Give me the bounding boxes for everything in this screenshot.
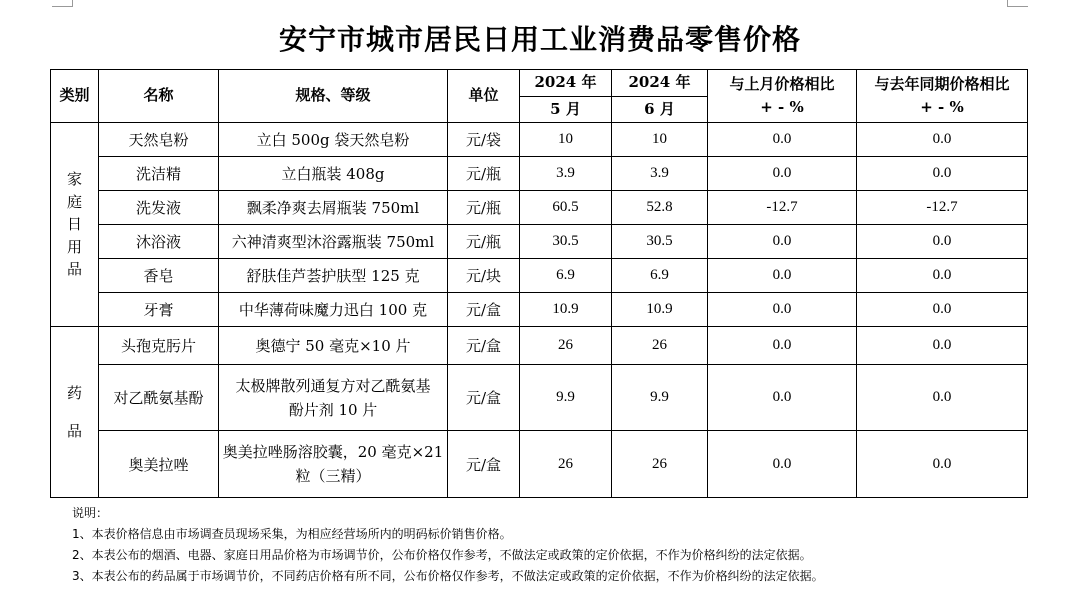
price-may: 30.5 xyxy=(520,225,612,259)
item-spec: 立白瓶装 408g xyxy=(219,157,448,191)
notes-heading: 说明： xyxy=(72,506,109,520)
item-unit: 元/盒 xyxy=(448,293,520,327)
change-mom: 0.0 xyxy=(708,293,857,327)
item-unit: 元/盒 xyxy=(448,365,520,431)
change-mom: 0.0 xyxy=(708,327,857,365)
category-household: 家 庭 日 用 品 xyxy=(51,123,99,327)
table-row xyxy=(51,431,1028,498)
header-name: 名称 xyxy=(99,70,219,123)
item-name: 香皂 xyxy=(99,259,219,293)
price-may: 10 xyxy=(520,123,612,157)
header-spec: 规格、等级 xyxy=(219,70,448,123)
change-yoy: 0.0 xyxy=(857,327,1028,365)
item-name: 头孢克肟片 xyxy=(99,327,219,365)
item-spec: 太极牌散列通复方对乙酰氨基 酚片剂 10 片 xyxy=(219,365,448,431)
table-row xyxy=(51,327,1028,365)
item-unit: 元/瓶 xyxy=(448,157,520,191)
item-name: 奥美拉唑 xyxy=(99,431,219,498)
item-spec: 中华薄荷味魔力迅白 100 克 xyxy=(219,293,448,327)
price-jun: 30.5 xyxy=(612,225,708,259)
price-may: 3.9 xyxy=(520,157,612,191)
table-row xyxy=(51,157,1028,191)
price-jun: 26 xyxy=(612,431,708,498)
item-unit: 元/盒 xyxy=(448,431,520,498)
price-jun: 26 xyxy=(612,327,708,365)
price-jun: 9.9 xyxy=(612,365,708,431)
item-spec: 六神清爽型沐浴露瓶装 750ml xyxy=(219,225,448,259)
change-yoy: 0.0 xyxy=(857,293,1028,327)
price-may: 60.5 xyxy=(520,191,612,225)
header-may-month: 5 月 xyxy=(520,97,612,123)
item-unit: 元/块 xyxy=(448,259,520,293)
change-mom: -12.7 xyxy=(708,191,857,225)
header-unit: 单位 xyxy=(448,70,520,123)
item-name: 沐浴液 xyxy=(99,225,219,259)
table-row xyxy=(51,191,1028,225)
item-unit: 元/盒 xyxy=(448,327,520,365)
price-jun: 10 xyxy=(612,123,708,157)
table-row xyxy=(51,293,1028,327)
change-mom: 0.0 xyxy=(708,259,857,293)
change-yoy: 0.0 xyxy=(857,225,1028,259)
price-may: 9.9 xyxy=(520,365,612,431)
table-row xyxy=(51,225,1028,259)
header-mom-line1: 与上月价格相比 xyxy=(729,74,835,93)
item-spec: 奥德宁 50 毫克×10 片 xyxy=(219,327,448,365)
table-row xyxy=(51,123,1028,157)
table-row xyxy=(51,365,1028,431)
change-mom: 0.0 xyxy=(708,157,857,191)
header-may-year: 2024 年 xyxy=(520,70,612,97)
price-may: 26 xyxy=(520,431,612,498)
document-title: 安宁市城市居民日用工业消费品零售价格 xyxy=(278,23,801,56)
change-yoy: 0.0 xyxy=(857,157,1028,191)
item-name: 洗发液 xyxy=(99,191,219,225)
price-jun: 6.9 xyxy=(612,259,708,293)
item-spec: 舒肤佳芦荟护肤型 125 克 xyxy=(219,259,448,293)
item-name: 洗洁精 xyxy=(99,157,219,191)
price-table xyxy=(50,69,1028,498)
price-may: 26 xyxy=(520,327,612,365)
header-mom-line2: + - % xyxy=(760,98,804,116)
note-item: 3、本表公布的药品属于市场调节价，不同药店价格有所不同，公布价格仅作参考，不做法定或政策的定价依据，不作为价格纠纷的法定依据。 xyxy=(72,569,824,583)
note-item: 2、本表公布的烟酒、电器、家庭日用品价格为市场调节价，公布价格仅作参考，不做法定或政策的定价依据，不作为价格纠纷的法定依据。 xyxy=(72,548,812,562)
change-yoy: 0.0 xyxy=(857,431,1028,498)
header-yoy-line2: + - % xyxy=(920,98,964,116)
header-jun-month: 6 月 xyxy=(612,97,708,123)
change-yoy: 0.0 xyxy=(857,365,1028,431)
change-yoy: 0.0 xyxy=(857,259,1028,293)
item-unit: 元/瓶 xyxy=(448,191,520,225)
header-jun-year: 2024 年 xyxy=(612,70,708,97)
price-may: 6.9 xyxy=(520,259,612,293)
header-category: 类别 xyxy=(51,70,99,123)
note-item: 1、本表价格信息由市场调查员现场采集，为相应经营场所内的明码标价销售价格。 xyxy=(72,527,512,541)
category-medicine: 药 品 xyxy=(51,327,99,498)
item-spec: 立白 500g 袋天然皂粉 xyxy=(219,123,448,157)
item-unit: 元/瓶 xyxy=(448,225,520,259)
change-mom: 0.0 xyxy=(708,365,857,431)
change-yoy: -12.7 xyxy=(857,191,1028,225)
item-spec: 奥美拉唑肠溶胶囊，20 毫克×21 粒（三精） xyxy=(219,431,448,498)
item-unit: 元/袋 xyxy=(448,123,520,157)
table-row xyxy=(51,259,1028,293)
header-yoy xyxy=(857,70,1028,123)
page-corner-mark-right xyxy=(1007,0,1028,7)
change-mom: 0.0 xyxy=(708,225,857,259)
notes-section xyxy=(72,503,824,587)
item-name: 牙膏 xyxy=(99,293,219,327)
header-yoy-line1: 与去年同期价格相比 xyxy=(874,74,1010,93)
item-name: 天然皂粉 xyxy=(99,123,219,157)
price-jun: 3.9 xyxy=(612,157,708,191)
price-jun: 10.9 xyxy=(612,293,708,327)
item-spec: 飘柔净爽去屑瓶装 750ml xyxy=(219,191,448,225)
header-mom xyxy=(708,70,857,123)
page-corner-mark-left xyxy=(52,0,73,7)
change-mom: 0.0 xyxy=(708,431,857,498)
item-name: 对乙酰氨基酚 xyxy=(99,365,219,431)
change-yoy: 0.0 xyxy=(857,123,1028,157)
change-mom: 0.0 xyxy=(708,123,857,157)
price-jun: 52.8 xyxy=(612,191,708,225)
price-may: 10.9 xyxy=(520,293,612,327)
